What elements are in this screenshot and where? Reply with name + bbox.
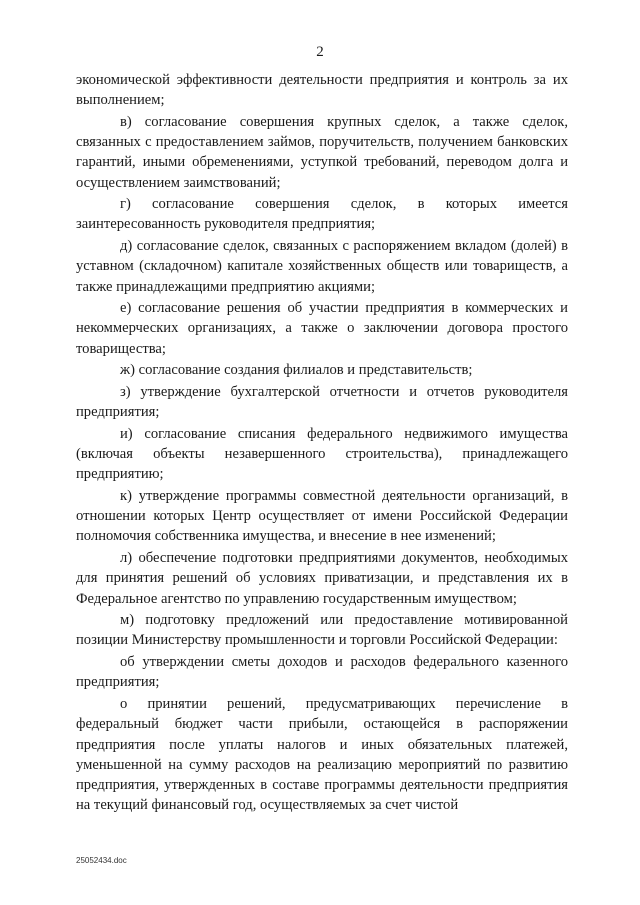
paragraph: и) согласование списания федерального недвижимого имущества (включая объекты незавершенного строительства), принадлежащего предприятию;	[76, 425, 568, 483]
paragraph: экономической эффективности деятельности предприятия и контроль за их выполнением;	[76, 72, 568, 109]
paragraph: з) утверждение бухгалтерской отчетности и отчетов руководителя предприятия;	[76, 384, 568, 421]
footer-filename: 25052434.doc	[76, 856, 127, 865]
paragraph: об утверждении сметы доходов и расходов федерального казенного предприятия;	[76, 654, 568, 691]
page-number: 2	[316, 44, 324, 60]
document-body	[76, 70, 568, 817]
paragraph: м) подготовку предложений или предоставление мотивированной позиции Министерству промышленности и торговли Российской Федерации:	[76, 612, 568, 649]
paragraph: к) утверждение программы совместной деятельности организаций, в отношении которых Центр осуществляет от имени Российской Федерации полномочия собственника имущества, и внесение в нее изменений;	[76, 488, 568, 545]
paragraph: д) согласование сделок, связанных с распоряжением вкладом (долей) в уставном (складочном) капитале хозяйственных обществ или товариществ, а также принадлежащими предприятию акциями;	[76, 238, 568, 295]
paragraph: ж) согласование создания филиалов и представительств;	[120, 362, 473, 379]
paragraph: л) обеспечение подготовки предприятиями документов, необходимых для принятия решений об условиях приватизации, и представления их в Федеральное агентство по управлению государственным имуществом;	[76, 550, 568, 607]
paragraph: о принятии решений, предусматривающих перечисление в федеральный бюджет части прибыли, остающейся в распоряжении предприятия после уплаты налогов и иных обязательных платежей, уменьшенной на сумму расходов на реализацию мероприятий по развитию предприятия, утвержденных в составе программы деятельности предприятия на текущий финансовый год, осуществляемых за счет чистой	[76, 696, 568, 814]
paragraph: е) согласование решения об участии предприятия в коммерческих и некоммерческих организациях, а также о заключении договора простого товарищества;	[76, 300, 568, 357]
paragraph: в) согласование совершения крупных сделок, а также сделок, связанных с предоставлением займов, поручительств, получением банковских гарантий, иными обременениями, уступкой требований, переводом долга и осуществлением заимствований;	[76, 113, 568, 191]
paragraph: г) согласование совершения сделок, в которых имеется заинтересованность руководителя предприятия;	[76, 196, 568, 233]
